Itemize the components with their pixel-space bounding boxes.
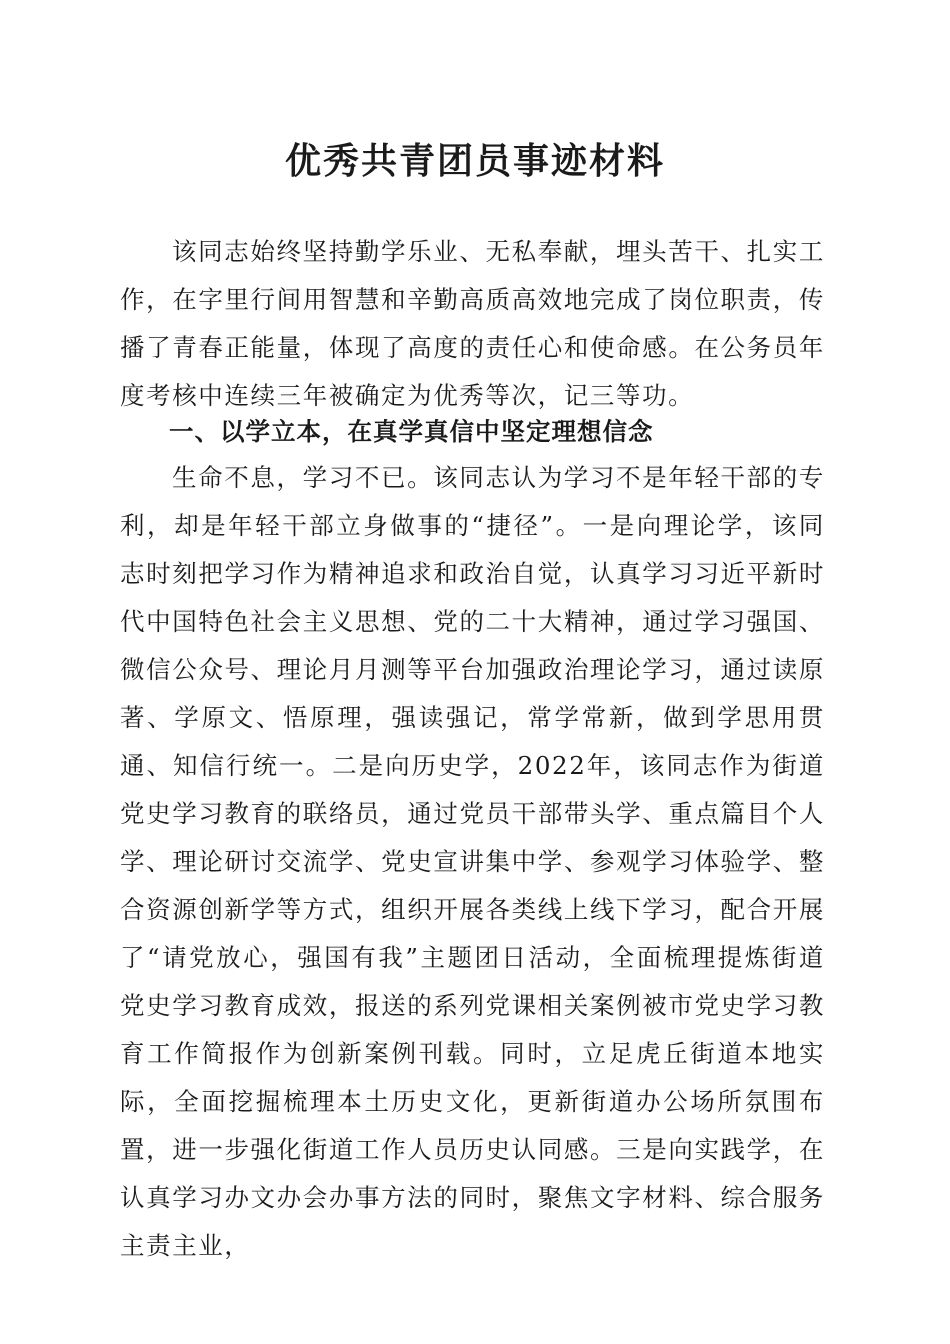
paragraph-intro: 该同志始终坚持勤学乐业、无私奉献，埋头苦干、扎实工作，在字里行间用智慧和辛勤高质高效地完成了岗位职责，传播了青春正能量，体现了高度的责任心和使命感。在公务员年度考核中连续三年被确定为优秀等次，记三等功。 <box>120 237 825 410</box>
paragraph-study: 生命不息，学习不已。该同志认为学习不是年轻干部的专利，却是年轻干部立身做事的“捷径”。一是向理论学，该同志时刻把学习作为精神追求和政治自觉，认真学习习近平新时代中国特色社会主义思想、党的二十大精神，通过学习强国、微信公众号、理论月月测等平台加强政治理论学习，通过读原著、学原文、悟原理，强读强记，常学常新，做到学思用贯通、知信行统一。二是向历史学，2022年，该同志作为街道党史学习教育的联络员，通过党员干部带头学、重点篇目个人学、理论研讨交流学、党史宣讲集中学、参观学习体验学、整合资源创新学等方式，组织开展各类线上线下学习，配合开展了“请党放心，强国有我”主题团日活动，全面梳理提炼街道党史学习教育成效，报送的系列党课相关案例被市党史学习教育工作简报作为创新案例刊载。同时，立足虎丘街道本地实际，全面挖掘梳理本土历史文化，更新街道办公场所氛围布置，进一步强化街道工作人员历史认同感。三是向实践学，在认真学习办文办会办事方法的同时，聚焦文字材料、综合服务主责主业， <box>120 463 825 1260</box>
section-heading: 一、以学立本，在真学真信中坚定理想信念 <box>169 417 654 446</box>
document-title: 优秀共青团员事迹材料 <box>284 140 665 182</box>
